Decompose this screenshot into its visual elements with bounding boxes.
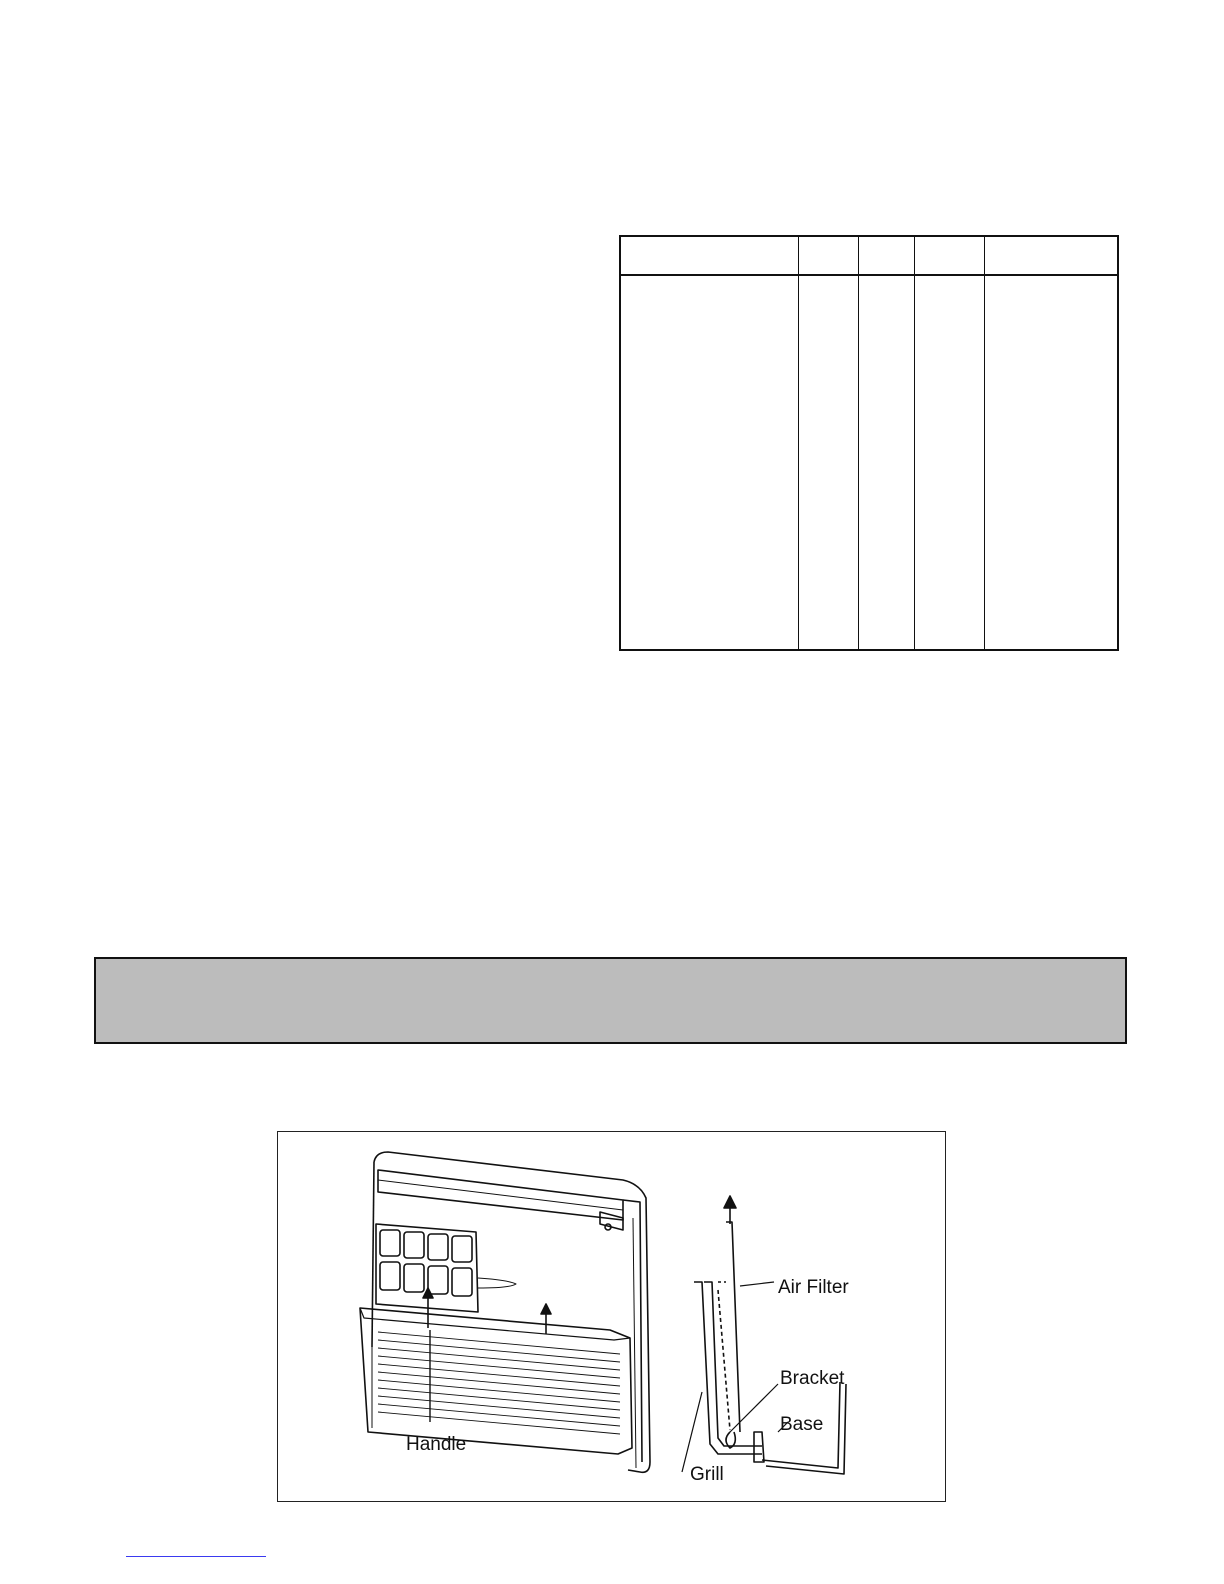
label-base: Base — [780, 1414, 824, 1435]
grill-slats — [378, 1332, 620, 1434]
table-column-divider — [798, 237, 799, 649]
air-filter-line — [726, 1222, 740, 1432]
remove-arrow — [724, 1196, 736, 1208]
label-handle: Handle — [406, 1434, 467, 1455]
label-grill: Grill — [690, 1464, 724, 1485]
grill-section — [694, 1282, 762, 1454]
table-header-divider — [621, 274, 1117, 276]
label-air-filter: Air Filter — [778, 1277, 849, 1298]
section-banner — [94, 957, 1127, 1044]
air-filter-removal-figure — [277, 1131, 946, 1502]
specification-table — [619, 235, 1119, 651]
label-bracket: Bracket — [780, 1368, 845, 1389]
filter-cells — [380, 1230, 472, 1296]
table-column-divider — [984, 237, 985, 649]
base-clip — [754, 1432, 764, 1462]
air-filter-section — [718, 1290, 730, 1430]
air-conditioner-illustration — [278, 1132, 947, 1503]
table-column-divider — [858, 237, 859, 649]
footer-link-underline[interactable] — [126, 1556, 266, 1557]
table-column-divider — [914, 237, 915, 649]
